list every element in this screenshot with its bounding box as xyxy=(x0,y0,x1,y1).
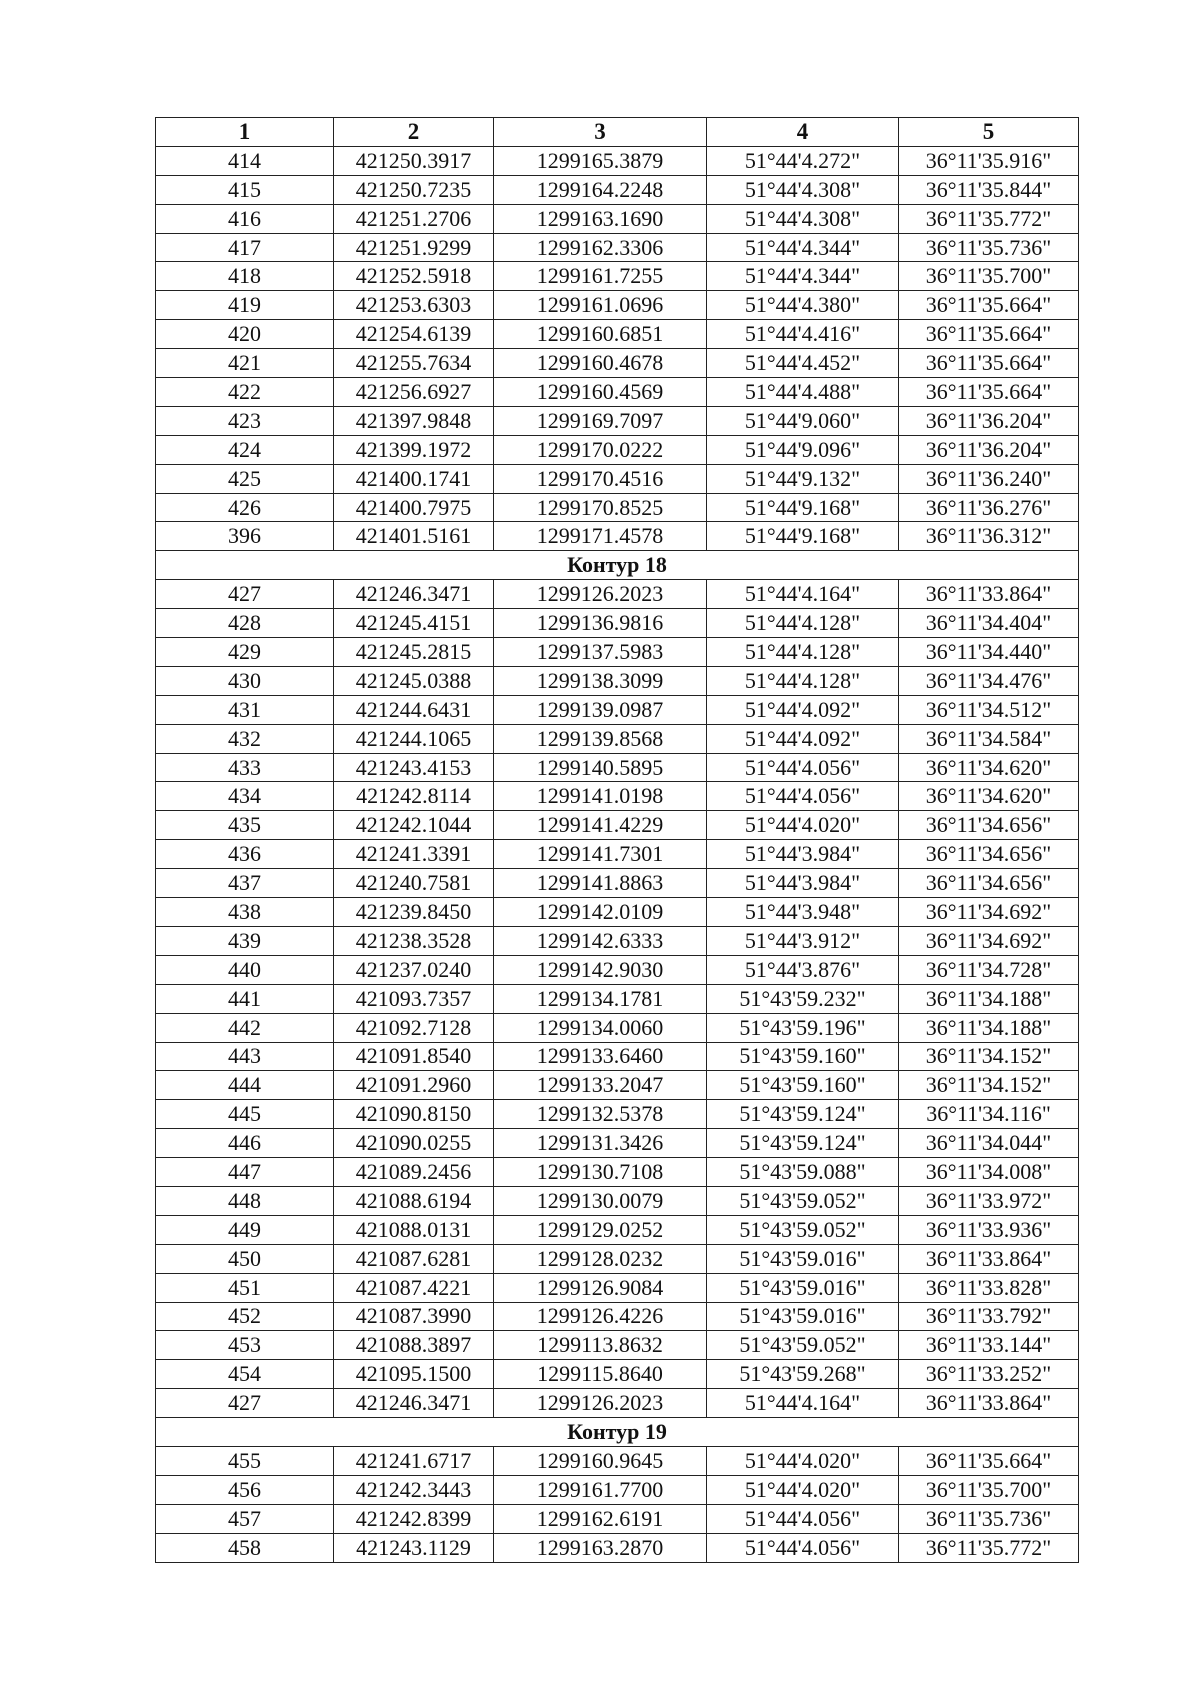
table-cell: 51°43'59.196" xyxy=(707,1013,899,1042)
table-row xyxy=(156,1446,1079,1475)
table-cell: 36°11'34.656" xyxy=(899,869,1079,898)
table-cell: 429 xyxy=(156,638,334,667)
table-cell: 1299113.8632 xyxy=(494,1331,707,1360)
header-cell: 5 xyxy=(899,118,1079,147)
table-cell: 51°43'59.160" xyxy=(707,1071,899,1100)
table-cell: 1299130.7108 xyxy=(494,1158,707,1187)
table-cell: 51°44'4.056" xyxy=(707,753,899,782)
table-cell: 36°11'35.772" xyxy=(899,1533,1079,1562)
table-cell: 36°11'34.728" xyxy=(899,955,1079,984)
table-row xyxy=(156,638,1079,667)
table-cell: 51°44'4.056" xyxy=(707,782,899,811)
section-row xyxy=(156,551,1079,580)
table-cell: 51°44'4.056" xyxy=(707,1533,899,1562)
table-cell: 36°11'34.692" xyxy=(899,898,1079,927)
table-cell: 1299160.4678 xyxy=(494,349,707,378)
table-cell: 428 xyxy=(156,609,334,638)
table-row xyxy=(156,1013,1079,1042)
table-cell: 421243.1129 xyxy=(334,1533,494,1562)
table-row xyxy=(156,580,1079,609)
table-row xyxy=(156,1504,1079,1533)
table-cell: 421243.4153 xyxy=(334,753,494,782)
table-cell: 36°11'33.936" xyxy=(899,1215,1079,1244)
table-cell: 421239.8450 xyxy=(334,898,494,927)
table-cell: 452 xyxy=(156,1302,334,1331)
table-row xyxy=(156,1273,1079,1302)
table-cell: 36°11'33.144" xyxy=(899,1331,1079,1360)
table-cell: 1299129.0252 xyxy=(494,1215,707,1244)
table-cell: 421241.3391 xyxy=(334,840,494,869)
table-cell: 1299170.8525 xyxy=(494,493,707,522)
table-row xyxy=(156,464,1079,493)
table-cell: 421246.3471 xyxy=(334,580,494,609)
table-cell: 51°44'3.948" xyxy=(707,898,899,927)
table-cell: 36°11'36.276" xyxy=(899,493,1079,522)
table-cell: 450 xyxy=(156,1244,334,1273)
table-cell: 1299136.9816 xyxy=(494,609,707,638)
table-cell: 36°11'34.620" xyxy=(899,753,1079,782)
table-row xyxy=(156,1129,1079,1158)
table-cell: 449 xyxy=(156,1215,334,1244)
table-row xyxy=(156,262,1079,291)
table-cell: 36°11'35.664" xyxy=(899,349,1079,378)
table-cell: 51°44'4.092" xyxy=(707,724,899,753)
table-cell: 51°44'4.380" xyxy=(707,291,899,320)
section-title: Контур 18 xyxy=(156,551,1079,580)
table-row xyxy=(156,378,1079,407)
table-cell: 51°44'4.308" xyxy=(707,204,899,233)
table-cell: 1299160.4569 xyxy=(494,378,707,407)
table-cell: 421246.3471 xyxy=(334,1389,494,1418)
table-cell: 1299131.3426 xyxy=(494,1129,707,1158)
table-cell: 1299126.2023 xyxy=(494,1389,707,1418)
table-cell: 427 xyxy=(156,580,334,609)
table-cell: 455 xyxy=(156,1446,334,1475)
table-cell: 36°11'35.664" xyxy=(899,291,1079,320)
table-cell: 421252.5918 xyxy=(334,262,494,291)
header-cell: 2 xyxy=(334,118,494,147)
table-cell: 1299169.7097 xyxy=(494,406,707,435)
table-cell: 421244.6431 xyxy=(334,695,494,724)
table-row xyxy=(156,695,1079,724)
table-cell: 1299161.7255 xyxy=(494,262,707,291)
table-cell: 51°44'4.020" xyxy=(707,811,899,840)
table-cell: 1299171.4578 xyxy=(494,522,707,551)
table-row xyxy=(156,955,1079,984)
table-cell: 421087.6281 xyxy=(334,1244,494,1273)
table-cell: 1299160.6851 xyxy=(494,320,707,349)
table-cell: 1299126.2023 xyxy=(494,580,707,609)
table-cell: 421091.2960 xyxy=(334,1071,494,1100)
table-row xyxy=(156,1302,1079,1331)
table-cell: 421088.6194 xyxy=(334,1186,494,1215)
table-row xyxy=(156,753,1079,782)
table-cell: 421 xyxy=(156,349,334,378)
table-cell: 36°11'36.312" xyxy=(899,522,1079,551)
table-row xyxy=(156,1475,1079,1504)
table-cell: 414 xyxy=(156,146,334,175)
table-cell: 51°44'4.452" xyxy=(707,349,899,378)
table-cell: 51°44'9.060" xyxy=(707,406,899,435)
table-cell: 451 xyxy=(156,1273,334,1302)
table-cell: 421090.8150 xyxy=(334,1100,494,1129)
table-cell: 36°11'34.152" xyxy=(899,1042,1079,1071)
table-cell: 1299142.9030 xyxy=(494,955,707,984)
table-cell: 421399.1972 xyxy=(334,435,494,464)
table-cell: 421087.3990 xyxy=(334,1302,494,1331)
coordinates-table xyxy=(155,117,1079,1563)
table-row xyxy=(156,1331,1079,1360)
table-cell: 416 xyxy=(156,204,334,233)
table-cell: 51°44'4.164" xyxy=(707,1389,899,1418)
table-cell: 421092.7128 xyxy=(334,1013,494,1042)
table-cell: 421251.9299 xyxy=(334,233,494,262)
table-row xyxy=(156,233,1079,262)
table-cell: 396 xyxy=(156,522,334,551)
table-cell: 442 xyxy=(156,1013,334,1042)
table-cell: 36°11'34.692" xyxy=(899,926,1079,955)
table-cell: 51°44'9.096" xyxy=(707,435,899,464)
section-title: Контур 19 xyxy=(156,1418,1079,1447)
table-cell: 1299163.2870 xyxy=(494,1533,707,1562)
table-row xyxy=(156,898,1079,927)
table-cell: 36°11'35.916" xyxy=(899,146,1079,175)
table-cell: 36°11'33.864" xyxy=(899,580,1079,609)
table-cell: 435 xyxy=(156,811,334,840)
table-row xyxy=(156,1186,1079,1215)
table-cell: 456 xyxy=(156,1475,334,1504)
table-cell: 438 xyxy=(156,898,334,927)
table-cell: 427 xyxy=(156,1389,334,1418)
table-row xyxy=(156,724,1079,753)
table-row xyxy=(156,291,1079,320)
table-cell: 1299126.4226 xyxy=(494,1302,707,1331)
document-page xyxy=(155,117,1078,1563)
table-cell: 1299141.8863 xyxy=(494,869,707,898)
table-cell: 420 xyxy=(156,320,334,349)
table-cell: 51°44'4.128" xyxy=(707,666,899,695)
table-cell: 51°43'59.268" xyxy=(707,1360,899,1389)
table-cell: 457 xyxy=(156,1504,334,1533)
table-cell: 36°11'35.700" xyxy=(899,1475,1079,1504)
table-cell: 433 xyxy=(156,753,334,782)
table-cell: 36°11'34.656" xyxy=(899,811,1079,840)
table-cell: 421238.3528 xyxy=(334,926,494,955)
table-cell: 51°43'59.052" xyxy=(707,1215,899,1244)
table-cell: 51°43'59.052" xyxy=(707,1331,899,1360)
table-cell: 51°43'59.232" xyxy=(707,984,899,1013)
table-cell: 1299161.7700 xyxy=(494,1475,707,1504)
table-cell: 1299162.3306 xyxy=(494,233,707,262)
table-cell: 36°11'34.620" xyxy=(899,782,1079,811)
table-row xyxy=(156,1071,1079,1100)
table-row xyxy=(156,175,1079,204)
table-cell: 1299142.6333 xyxy=(494,926,707,955)
table-cell: 421397.9848 xyxy=(334,406,494,435)
header-cell: 1 xyxy=(156,118,334,147)
table-row xyxy=(156,869,1079,898)
table-cell: 36°11'35.844" xyxy=(899,175,1079,204)
table-cell: 440 xyxy=(156,955,334,984)
table-cell: 36°11'34.044" xyxy=(899,1129,1079,1158)
table-cell: 1299139.8568 xyxy=(494,724,707,753)
table-row xyxy=(156,926,1079,955)
table-cell: 36°11'34.116" xyxy=(899,1100,1079,1129)
table-cell: 36°11'36.204" xyxy=(899,406,1079,435)
table-cell: 444 xyxy=(156,1071,334,1100)
table-cell: 1299170.4516 xyxy=(494,464,707,493)
table-row xyxy=(156,609,1079,638)
table-cell: 36°11'35.772" xyxy=(899,204,1079,233)
table-cell: 421093.7357 xyxy=(334,984,494,1013)
table-row xyxy=(156,984,1079,1013)
table-cell: 443 xyxy=(156,1042,334,1071)
table-cell: 36°11'35.700" xyxy=(899,262,1079,291)
table-cell: 1299130.0079 xyxy=(494,1186,707,1215)
table-cell: 51°44'3.876" xyxy=(707,955,899,984)
table-cell: 421090.0255 xyxy=(334,1129,494,1158)
table-cell: 419 xyxy=(156,291,334,320)
table-row xyxy=(156,1158,1079,1187)
table-cell: 51°44'4.128" xyxy=(707,609,899,638)
table-cell: 1299140.5895 xyxy=(494,753,707,782)
table-cell: 421256.6927 xyxy=(334,378,494,407)
header-cell: 3 xyxy=(494,118,707,147)
table-cell: 51°44'4.344" xyxy=(707,233,899,262)
table-row xyxy=(156,1244,1079,1273)
table-cell: 36°11'33.252" xyxy=(899,1360,1079,1389)
table-cell: 426 xyxy=(156,493,334,522)
table-cell: 51°44'4.164" xyxy=(707,580,899,609)
table-cell: 421401.5161 xyxy=(334,522,494,551)
table-cell: 421251.2706 xyxy=(334,204,494,233)
table-cell: 36°11'34.440" xyxy=(899,638,1079,667)
table-cell: 36°11'34.512" xyxy=(899,695,1079,724)
table-cell: 421400.1741 xyxy=(334,464,494,493)
table-cell: 51°44'4.056" xyxy=(707,1504,899,1533)
table-cell: 36°11'34.188" xyxy=(899,1013,1079,1042)
table-row xyxy=(156,1100,1079,1129)
table-cell: 424 xyxy=(156,435,334,464)
header-row xyxy=(156,118,1079,147)
table-cell: 421250.7235 xyxy=(334,175,494,204)
table-cell: 1299133.2047 xyxy=(494,1071,707,1100)
table-cell: 36°11'36.240" xyxy=(899,464,1079,493)
table-cell: 1299128.0232 xyxy=(494,1244,707,1273)
table-cell: 421087.4221 xyxy=(334,1273,494,1302)
table-cell: 36°11'34.476" xyxy=(899,666,1079,695)
table-cell: 1299163.1690 xyxy=(494,204,707,233)
table-cell: 51°44'4.128" xyxy=(707,638,899,667)
table-cell: 36°11'33.828" xyxy=(899,1273,1079,1302)
table-row xyxy=(156,406,1079,435)
table-cell: 51°44'4.308" xyxy=(707,175,899,204)
table-cell: 51°43'59.016" xyxy=(707,1273,899,1302)
table-cell: 454 xyxy=(156,1360,334,1389)
table-row xyxy=(156,1042,1079,1071)
table-cell: 51°43'59.088" xyxy=(707,1158,899,1187)
table-cell: 1299160.9645 xyxy=(494,1446,707,1475)
table-cell: 36°11'35.664" xyxy=(899,320,1079,349)
table-cell: 36°11'34.404" xyxy=(899,609,1079,638)
table-cell: 421237.0240 xyxy=(334,955,494,984)
table-cell: 51°44'3.912" xyxy=(707,926,899,955)
table-cell: 421242.3443 xyxy=(334,1475,494,1504)
table-row xyxy=(156,1360,1079,1389)
table-cell: 421400.7975 xyxy=(334,493,494,522)
table-cell: 417 xyxy=(156,233,334,262)
table-row xyxy=(156,666,1079,695)
table-cell: 436 xyxy=(156,840,334,869)
table-cell: 51°43'59.124" xyxy=(707,1129,899,1158)
table-cell: 1299137.5983 xyxy=(494,638,707,667)
table-cell: 421255.7634 xyxy=(334,349,494,378)
table-cell: 1299132.5378 xyxy=(494,1100,707,1129)
table-cell: 36°11'35.736" xyxy=(899,1504,1079,1533)
table-cell: 51°44'9.168" xyxy=(707,493,899,522)
table-cell: 415 xyxy=(156,175,334,204)
table-cell: 36°11'35.664" xyxy=(899,378,1079,407)
table-cell: 1299141.4229 xyxy=(494,811,707,840)
table-cell: 51°44'4.488" xyxy=(707,378,899,407)
table-cell: 51°44'3.984" xyxy=(707,840,899,869)
table-cell: 51°44'4.020" xyxy=(707,1475,899,1504)
table-cell: 425 xyxy=(156,464,334,493)
table-cell: 421242.1044 xyxy=(334,811,494,840)
table-row xyxy=(156,204,1079,233)
table-cell: 36°11'34.656" xyxy=(899,840,1079,869)
table-cell: 441 xyxy=(156,984,334,1013)
table-cell: 1299141.0198 xyxy=(494,782,707,811)
table-cell: 447 xyxy=(156,1158,334,1187)
table-cell: 36°11'33.864" xyxy=(899,1389,1079,1418)
table-cell: 423 xyxy=(156,406,334,435)
table-cell: 421241.6717 xyxy=(334,1446,494,1475)
table-cell: 51°43'59.052" xyxy=(707,1186,899,1215)
table-cell: 36°11'35.664" xyxy=(899,1446,1079,1475)
table-cell: 418 xyxy=(156,262,334,291)
table-cell: 421091.8540 xyxy=(334,1042,494,1071)
table-cell: 434 xyxy=(156,782,334,811)
table-row xyxy=(156,782,1079,811)
table-row xyxy=(156,349,1079,378)
table-row xyxy=(156,320,1079,349)
table-cell: 445 xyxy=(156,1100,334,1129)
table-row xyxy=(156,146,1079,175)
table-row xyxy=(156,493,1079,522)
table-cell: 421088.0131 xyxy=(334,1215,494,1244)
table-row xyxy=(156,1389,1079,1418)
table-cell: 453 xyxy=(156,1331,334,1360)
table-cell: 1299161.0696 xyxy=(494,291,707,320)
table-cell: 36°11'34.584" xyxy=(899,724,1079,753)
table-row xyxy=(156,435,1079,464)
table-cell: 446 xyxy=(156,1129,334,1158)
table-cell: 51°43'59.016" xyxy=(707,1302,899,1331)
table-cell: 51°44'3.984" xyxy=(707,869,899,898)
table-cell: 430 xyxy=(156,666,334,695)
table-cell: 1299170.0222 xyxy=(494,435,707,464)
header-cell: 4 xyxy=(707,118,899,147)
table-cell: 421245.4151 xyxy=(334,609,494,638)
table-cell: 1299134.1781 xyxy=(494,984,707,1013)
table-cell: 1299141.7301 xyxy=(494,840,707,869)
table-cell: 448 xyxy=(156,1186,334,1215)
table-cell: 1299133.6460 xyxy=(494,1042,707,1071)
table-cell: 421242.8399 xyxy=(334,1504,494,1533)
table-cell: 421095.1500 xyxy=(334,1360,494,1389)
table-cell: 51°43'59.016" xyxy=(707,1244,899,1273)
table-cell: 421244.1065 xyxy=(334,724,494,753)
table-cell: 421088.3897 xyxy=(334,1331,494,1360)
table-cell: 1299134.0060 xyxy=(494,1013,707,1042)
table-row xyxy=(156,1215,1079,1244)
table-cell: 1299139.0987 xyxy=(494,695,707,724)
table-cell: 51°44'9.168" xyxy=(707,522,899,551)
table-cell: 421245.2815 xyxy=(334,638,494,667)
table-cell: 1299142.0109 xyxy=(494,898,707,927)
table-cell: 421250.3917 xyxy=(334,146,494,175)
table-row xyxy=(156,522,1079,551)
table-cell: 1299126.9084 xyxy=(494,1273,707,1302)
table-cell: 51°43'59.160" xyxy=(707,1042,899,1071)
table-cell: 1299138.3099 xyxy=(494,666,707,695)
table-cell: 421242.8114 xyxy=(334,782,494,811)
table-cell: 432 xyxy=(156,724,334,753)
table-cell: 36°11'34.152" xyxy=(899,1071,1079,1100)
table-cell: 36°11'36.204" xyxy=(899,435,1079,464)
table-cell: 421245.0388 xyxy=(334,666,494,695)
table-cell: 36°11'33.864" xyxy=(899,1244,1079,1273)
table-cell: 51°43'59.124" xyxy=(707,1100,899,1129)
table-cell: 458 xyxy=(156,1533,334,1562)
table-cell: 421089.2456 xyxy=(334,1158,494,1187)
table-cell: 421240.7581 xyxy=(334,869,494,898)
table-cell: 1299165.3879 xyxy=(494,146,707,175)
table-cell: 36°11'35.736" xyxy=(899,233,1079,262)
table-cell: 51°44'4.344" xyxy=(707,262,899,291)
table-row xyxy=(156,840,1079,869)
table-cell: 51°44'4.020" xyxy=(707,1446,899,1475)
table-row xyxy=(156,1533,1079,1562)
table-cell: 51°44'4.416" xyxy=(707,320,899,349)
table-cell: 422 xyxy=(156,378,334,407)
table-cell: 1299162.6191 xyxy=(494,1504,707,1533)
table-cell: 431 xyxy=(156,695,334,724)
table-row xyxy=(156,811,1079,840)
table-cell: 1299164.2248 xyxy=(494,175,707,204)
table-cell: 51°44'4.272" xyxy=(707,146,899,175)
table-cell: 421253.6303 xyxy=(334,291,494,320)
table-cell: 421254.6139 xyxy=(334,320,494,349)
table-cell: 437 xyxy=(156,869,334,898)
table-cell: 1299115.8640 xyxy=(494,1360,707,1389)
table-cell: 36°11'34.188" xyxy=(899,984,1079,1013)
table-cell: 36°11'33.792" xyxy=(899,1302,1079,1331)
table-body xyxy=(156,146,1079,1562)
table-cell: 439 xyxy=(156,926,334,955)
table-cell: 51°44'9.132" xyxy=(707,464,899,493)
table-cell: 36°11'34.008" xyxy=(899,1158,1079,1187)
table-cell: 36°11'33.972" xyxy=(899,1186,1079,1215)
table-cell: 51°44'4.092" xyxy=(707,695,899,724)
section-row xyxy=(156,1418,1079,1447)
